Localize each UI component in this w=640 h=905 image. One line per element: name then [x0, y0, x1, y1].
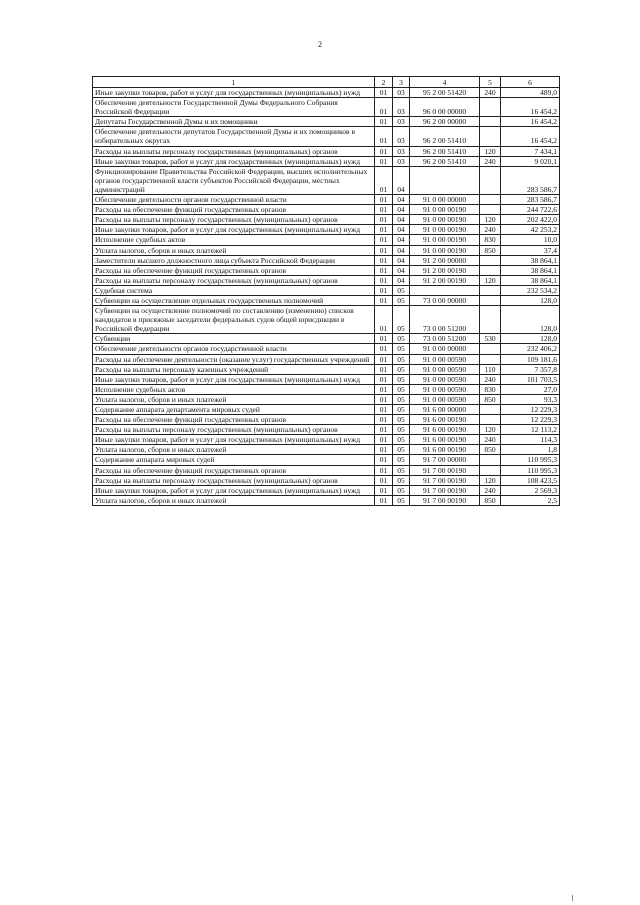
cell-section: 01: [375, 435, 393, 445]
cell-amount: 38 864,1: [501, 275, 560, 285]
cell-name: Обеспечение деятельности органов государственной власти: [93, 344, 375, 354]
cell-name: Обеспечение деятельности органов государственной власти: [93, 195, 375, 205]
cell-section: 01: [375, 285, 393, 295]
table-row: [93, 146, 560, 156]
cell-amount: 232 534,2: [501, 285, 560, 295]
cell-target-code: 91 0 00 00190: [410, 205, 480, 215]
cell-section: 01: [375, 265, 393, 275]
cell-name: Расходы на выплаты персоналу государственных (муниципальных) органов: [93, 215, 375, 225]
cell-target-code: [410, 166, 480, 194]
cell-section: 01: [375, 255, 393, 265]
cell-subsection: 05: [393, 435, 410, 445]
budget-table: [92, 76, 560, 506]
cell-section: 01: [375, 485, 393, 495]
cell-amount: 108 423,5: [501, 475, 560, 485]
table-row: [93, 354, 560, 364]
cell-target-code: 91 7 00 00190: [410, 465, 480, 475]
cell-expense-type: [480, 405, 501, 415]
table-row: [93, 98, 560, 117]
cell-target-code: 73 0 00 00000: [410, 295, 480, 305]
cell-expense-type: 120: [480, 425, 501, 435]
cell-target-code: 91 0 00 00190: [410, 235, 480, 245]
cell-amount: 2,5: [501, 495, 560, 505]
cell-section: 01: [375, 88, 393, 98]
cell-name: Расходы на выплаты персоналу государственных (муниципальных) органов: [93, 146, 375, 156]
cell-amount: 128,0: [501, 295, 560, 305]
cell-name: Расходы на выплаты персоналу государственных (муниципальных) органов: [93, 475, 375, 485]
cell-expense-type: [480, 415, 501, 425]
cell-target-code: 96 2 00 00000: [410, 117, 480, 127]
cell-amount: 7 357,8: [501, 364, 560, 374]
column-header: 2: [375, 77, 393, 88]
cell-name: Расходы на выплаты персоналу государственных (муниципальных) органов: [93, 275, 375, 285]
cell-subsection: 05: [393, 415, 410, 425]
table-row: [93, 364, 560, 374]
cell-expense-type: 240: [480, 225, 501, 235]
cell-name: Функционирование Правительства Российской Федерации, высших исполнительных органов государственной власти субъектов Российской Федерации, местных администраций: [93, 166, 375, 194]
cell-section: 01: [375, 98, 393, 117]
cell-target-code: 91 0 00 00590: [410, 384, 480, 394]
cell-name: Субвенции: [93, 334, 375, 344]
table-row: [93, 415, 560, 425]
cell-section: 01: [375, 195, 393, 205]
cell-expense-type: 240: [480, 435, 501, 445]
table-body: [93, 88, 560, 506]
cell-section: 01: [375, 384, 393, 394]
cell-expense-type: 850: [480, 245, 501, 255]
table-row: [93, 485, 560, 495]
cell-subsection: 05: [393, 344, 410, 354]
table-row: [93, 475, 560, 485]
cell-section: 01: [375, 146, 393, 156]
cell-name: Расходы на выплаты персоналу государственных (муниципальных) органов: [93, 425, 375, 435]
table-row: [93, 495, 560, 505]
cell-subsection: 05: [393, 445, 410, 455]
cell-expense-type: [480, 166, 501, 194]
table-row: [93, 465, 560, 475]
cell-target-code: 91 2 00 00000: [410, 255, 480, 265]
cell-amount: 283 586,7: [501, 166, 560, 194]
cell-expense-type: [480, 455, 501, 465]
cell-expense-type: 110: [480, 364, 501, 374]
cell-target-code: 91 0 00 00190: [410, 215, 480, 225]
cell-section: 01: [375, 306, 393, 334]
cell-amount: 9 020,1: [501, 156, 560, 166]
cell-expense-type: [480, 354, 501, 364]
cell-target-code: 91 0 00 00000: [410, 195, 480, 205]
table-row: [93, 235, 560, 245]
cell-expense-type: [480, 295, 501, 305]
cell-section: 01: [375, 405, 393, 415]
cell-name: Расходы на обеспечение деятельности (оказание услуг) государственных учреждений: [93, 354, 375, 364]
table-row: [93, 166, 560, 194]
table-row: [93, 445, 560, 455]
cell-target-code: 96 2 00 51410: [410, 156, 480, 166]
cell-subsection: 03: [393, 117, 410, 127]
table-row: [93, 295, 560, 305]
cell-target-code: 91 6 00 00190: [410, 445, 480, 455]
cell-section: 01: [375, 495, 393, 505]
cell-amount: 16 454,2: [501, 98, 560, 117]
cell-target-code: 96 0 00 00000: [410, 98, 480, 117]
cell-target-code: 91 7 00 00190: [410, 495, 480, 505]
cell-amount: 114,3: [501, 435, 560, 445]
cell-name: Обеспечение деятельности депутатов Государственной Думы и их помощников в избирательных округах: [93, 127, 375, 146]
cell-expense-type: [480, 265, 501, 275]
table-row: [93, 384, 560, 394]
cell-subsection: 05: [393, 394, 410, 404]
cell-amount: 101 703,5: [501, 374, 560, 384]
cell-section: 01: [375, 344, 393, 354]
cell-amount: 110 995,3: [501, 455, 560, 465]
cell-target-code: 91 2 00 00190: [410, 275, 480, 285]
cell-section: 01: [375, 166, 393, 194]
table-row: [93, 455, 560, 465]
cell-section: 01: [375, 425, 393, 435]
cell-name: Расходы на обеспечение функций государственных органов: [93, 205, 375, 215]
cell-amount: 12 113,2: [501, 425, 560, 435]
cell-subsection: 04: [393, 166, 410, 194]
cell-expense-type: 850: [480, 495, 501, 505]
cell-amount: 12 229,3: [501, 405, 560, 415]
cell-section: 01: [375, 415, 393, 425]
cell-section: 01: [375, 225, 393, 235]
cell-section: 01: [375, 205, 393, 215]
cell-expense-type: 240: [480, 156, 501, 166]
cell-amount: 128,0: [501, 334, 560, 344]
cell-target-code: 91 6 00 00190: [410, 415, 480, 425]
cell-amount: 2 569,3: [501, 485, 560, 495]
column-header: 4: [410, 77, 480, 88]
cell-name: Судебная система: [93, 285, 375, 295]
cell-subsection: 03: [393, 156, 410, 166]
cell-section: 01: [375, 455, 393, 465]
cell-target-code: 91 7 00 00190: [410, 485, 480, 495]
cell-expense-type: [480, 117, 501, 127]
cell-subsection: 05: [393, 334, 410, 344]
table-row: [93, 245, 560, 255]
cell-expense-type: 120: [480, 275, 501, 285]
cell-expense-type: [480, 344, 501, 354]
cell-section: 01: [375, 364, 393, 374]
table-row: [93, 394, 560, 404]
cell-amount: 489,0: [501, 88, 560, 98]
cell-expense-type: [480, 285, 501, 295]
cell-expense-type: 240: [480, 374, 501, 384]
table-row: [93, 117, 560, 127]
column-header: 6: [501, 77, 560, 88]
table-row: [93, 156, 560, 166]
scan-mark: [572, 895, 573, 901]
cell-amount: 110 995,3: [501, 465, 560, 475]
cell-section: 01: [375, 394, 393, 404]
cell-amount: 93,3: [501, 394, 560, 404]
cell-subsection: 05: [393, 354, 410, 364]
cell-expense-type: 120: [480, 146, 501, 156]
cell-subsection: 04: [393, 265, 410, 275]
cell-subsection: 05: [393, 306, 410, 334]
column-header: 1: [93, 77, 375, 88]
cell-expense-type: 120: [480, 475, 501, 485]
table-row: [93, 425, 560, 435]
cell-subsection: 03: [393, 88, 410, 98]
table-row: [93, 265, 560, 275]
cell-name: Уплата налогов, сборов и иных платежей: [93, 445, 375, 455]
column-header: 3: [393, 77, 410, 88]
table-row: [93, 215, 560, 225]
cell-expense-type: 240: [480, 485, 501, 495]
cell-name: Расходы на обеспечение функций государственных органов: [93, 265, 375, 275]
table-row: [93, 127, 560, 146]
cell-expense-type: [480, 255, 501, 265]
cell-target-code: 91 6 00 00190: [410, 435, 480, 445]
cell-target-code: 91 0 00 00590: [410, 354, 480, 364]
cell-amount: 16 454,2: [501, 127, 560, 146]
cell-target-code: 91 0 00 00590: [410, 394, 480, 404]
cell-subsection: 04: [393, 225, 410, 235]
cell-name: Исполнение судебных актов: [93, 384, 375, 394]
cell-subsection: 05: [393, 425, 410, 435]
cell-amount: 244 722,6: [501, 205, 560, 215]
cell-expense-type: [480, 306, 501, 334]
cell-target-code: 91 6 00 00190: [410, 425, 480, 435]
cell-section: 01: [375, 156, 393, 166]
table-row: [93, 255, 560, 265]
column-header: 5: [480, 77, 501, 88]
cell-target-code: 91 6 00 00000: [410, 405, 480, 415]
cell-expense-type: [480, 127, 501, 146]
table-row: [93, 275, 560, 285]
cell-section: 01: [375, 215, 393, 225]
cell-section: 01: [375, 295, 393, 305]
cell-amount: 38 864,1: [501, 255, 560, 265]
cell-amount: 10,0: [501, 235, 560, 245]
cell-subsection: 05: [393, 485, 410, 495]
cell-section: 01: [375, 445, 393, 455]
cell-name: Иные закупки товаров, работ и услуг для государственных (муниципальных) нужд: [93, 88, 375, 98]
cell-expense-type: [480, 205, 501, 215]
cell-subsection: 03: [393, 127, 410, 146]
cell-name: Обеспечение деятельности Государственной Думы Федерального Собрания Российской Федерации: [93, 98, 375, 117]
cell-target-code: 91 0 00 00590: [410, 374, 480, 384]
cell-target-code: 95 2 00 51420: [410, 88, 480, 98]
cell-name: Расходы на обеспечение функций государственных органов: [93, 465, 375, 475]
cell-target-code: 96 2 00 51410: [410, 146, 480, 156]
cell-name: Уплата налогов, сборов и иных платежей: [93, 495, 375, 505]
cell-name: Иные закупки товаров, работ и услуг для государственных (муниципальных) нужд: [93, 225, 375, 235]
cell-subsection: 04: [393, 255, 410, 265]
cell-name: Депутаты Государственной Думы и их помощники: [93, 117, 375, 127]
cell-expense-type: 850: [480, 445, 501, 455]
cell-subsection: 05: [393, 374, 410, 384]
cell-name: Содержание аппарата департамента мировых судей: [93, 405, 375, 415]
table-row: [93, 205, 560, 215]
cell-amount: 38 864,1: [501, 265, 560, 275]
cell-name: Исполнение судебных актов: [93, 235, 375, 245]
table-row: [93, 306, 560, 334]
cell-subsection: 03: [393, 98, 410, 117]
cell-section: 01: [375, 465, 393, 475]
cell-section: 01: [375, 354, 393, 364]
cell-section: 01: [375, 475, 393, 485]
cell-subsection: 04: [393, 275, 410, 285]
cell-subsection: 05: [393, 384, 410, 394]
cell-section: 01: [375, 127, 393, 146]
cell-section: 01: [375, 245, 393, 255]
cell-target-code: 91 0 00 00000: [410, 344, 480, 354]
cell-amount: 27,0: [501, 384, 560, 394]
cell-subsection: 05: [393, 285, 410, 295]
cell-target-code: 73 0 00 51200: [410, 334, 480, 344]
cell-amount: 1,8: [501, 445, 560, 455]
cell-subsection: 05: [393, 465, 410, 475]
cell-amount: 202 422,0: [501, 215, 560, 225]
cell-name: Субвенции на осуществление отдельных государственных полномочий: [93, 295, 375, 305]
cell-subsection: 03: [393, 146, 410, 156]
cell-target-code: 73 0 00 51200: [410, 306, 480, 334]
table-row: [93, 285, 560, 295]
cell-target-code: 91 0 00 00590: [410, 364, 480, 374]
cell-amount: 283 586,7: [501, 195, 560, 205]
cell-expense-type: 120: [480, 215, 501, 225]
cell-subsection: 05: [393, 495, 410, 505]
table-row: [93, 374, 560, 384]
table-row: [93, 334, 560, 344]
cell-expense-type: 830: [480, 384, 501, 394]
cell-target-code: 91 0 00 00190: [410, 245, 480, 255]
cell-name: Иные закупки товаров, работ и услуг для государственных (муниципальных) нужд: [93, 156, 375, 166]
table-row: [93, 405, 560, 415]
table-row: [93, 344, 560, 354]
cell-subsection: 04: [393, 235, 410, 245]
cell-name: Субвенции на осуществление полномочий по составлению (изменению) списков кандидатов в присяжные заседатели федеральных судов общей юрисдикции в Российской Федерации: [93, 306, 375, 334]
cell-section: 01: [375, 117, 393, 127]
cell-subsection: 04: [393, 245, 410, 255]
cell-target-code: 96 2 00 51410: [410, 127, 480, 146]
cell-name: Содержание аппарата мировых судей: [93, 455, 375, 465]
cell-expense-type: 530: [480, 334, 501, 344]
cell-expense-type: 850: [480, 394, 501, 404]
cell-section: 01: [375, 275, 393, 285]
cell-amount: 232 406,2: [501, 344, 560, 354]
cell-amount: 12 229,3: [501, 415, 560, 425]
cell-target-code: 91 7 00 00000: [410, 455, 480, 465]
cell-subsection: 05: [393, 405, 410, 415]
cell-name: Иные закупки товаров, работ и услуг для государственных (муниципальных) нужд: [93, 374, 375, 384]
cell-amount: 128,0: [501, 306, 560, 334]
cell-target-code: [410, 285, 480, 295]
cell-name: Расходы на обеспечение функций государственных органов: [93, 415, 375, 425]
cell-target-code: 91 0 00 00190: [410, 225, 480, 235]
table-row: [93, 435, 560, 445]
cell-subsection: 05: [393, 295, 410, 305]
table-header-row: [93, 77, 560, 88]
cell-subsection: 05: [393, 364, 410, 374]
cell-name: Иные закупки товаров, работ и услуг для государственных (муниципальных) нужд: [93, 435, 375, 445]
cell-amount: 16 454,2: [501, 117, 560, 127]
table-row: [93, 88, 560, 98]
cell-subsection: 04: [393, 195, 410, 205]
cell-name: Уплата налогов, сборов и иных платежей: [93, 394, 375, 404]
cell-expense-type: 830: [480, 235, 501, 245]
cell-name: Заместители высшего должностного лица субъекта Российской Федерации: [93, 255, 375, 265]
cell-subsection: 05: [393, 455, 410, 465]
cell-section: 01: [375, 235, 393, 245]
cell-expense-type: [480, 195, 501, 205]
table-row: [93, 225, 560, 235]
cell-subsection: 04: [393, 215, 410, 225]
cell-name: Иные закупки товаров, работ и услуг для государственных (муниципальных) нужд: [93, 485, 375, 495]
cell-section: 01: [375, 374, 393, 384]
cell-name: Расходы на выплаты персоналу казенных учреждений: [93, 364, 375, 374]
cell-expense-type: [480, 465, 501, 475]
cell-amount: 7 434,1: [501, 146, 560, 156]
cell-subsection: 05: [393, 475, 410, 485]
table-row: [93, 195, 560, 205]
cell-name: Уплата налогов, сборов и иных платежей: [93, 245, 375, 255]
cell-section: 01: [375, 334, 393, 344]
page-number: 2: [318, 40, 322, 49]
cell-target-code: 91 7 00 00190: [410, 475, 480, 485]
cell-subsection: 04: [393, 205, 410, 215]
cell-target-code: 91 2 00 00190: [410, 265, 480, 275]
cell-amount: 37,4: [501, 245, 560, 255]
cell-amount: 109 181,6: [501, 354, 560, 364]
cell-amount: 42 253,2: [501, 225, 560, 235]
cell-expense-type: [480, 98, 501, 117]
cell-expense-type: 240: [480, 88, 501, 98]
